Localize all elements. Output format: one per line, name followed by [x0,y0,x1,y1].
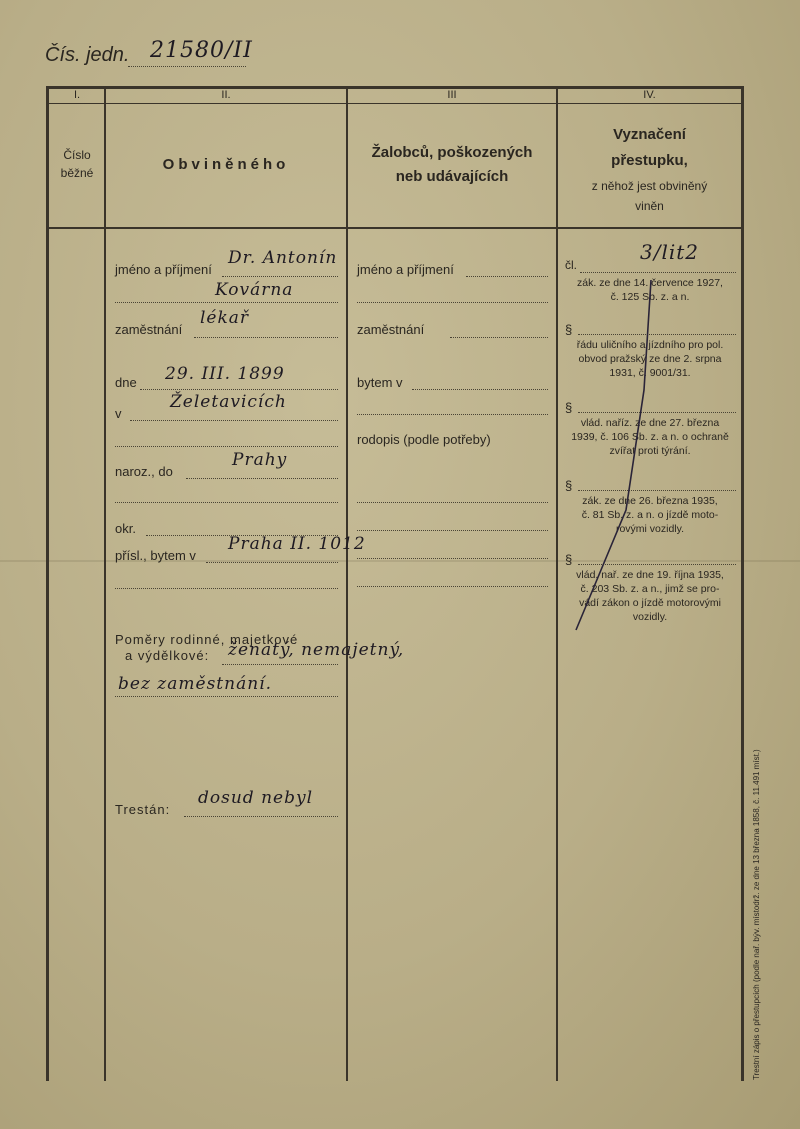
accused-date-label: dne [115,375,137,390]
offence-section-2: § [565,322,573,337]
offence-law-4-line-3: rovými vozidly. [615,523,685,535]
accused-district-label: okr. [115,521,136,536]
header-bottom-line [46,227,744,229]
column-title-3-line1: Žalobců, poškozených [371,144,533,161]
column-subtitle-4-line2: viněn [635,199,664,213]
column-number-4: IV. [643,89,656,101]
accused-date-value: 29. III. 1899 [165,364,285,384]
column-title-1-line2: běžné [60,166,94,180]
accused-name-label: jméno a příjmení [115,262,212,277]
plaintiff-name-label: jméno a příjmení [357,262,454,277]
column-title-4-line1: Vyznačení [613,126,686,143]
column-divider-1 [104,86,106,1081]
accused-punished-line [184,816,338,817]
accused-surname-value: Kovárna [215,280,294,300]
offence-law-3-line-1: vlád. naříz. ze dne 27. března [580,417,720,429]
column-number-3: III [447,89,457,101]
offence-section-5: § [565,552,573,567]
accused-conditions-line-1 [222,664,338,665]
reference-number: 21580/II [150,38,253,63]
form-footer-vertical: Trestní zápis o přestupcích (podle nař. býv. místodrž. ze dne 13 března 1858, č. 11.491 míst.) [752,749,761,1080]
accused-occupation-value: lékař [200,308,250,328]
offence-law-5-line-4: vozidly. [632,611,668,623]
offence-law-5-line-2: č. 203 Sb. z. a n., jimž se pro- [580,583,720,595]
accused-occupation-line [194,337,338,338]
accused-surname-line [115,302,338,303]
accused-extra-line [115,446,338,447]
column-title-1-line1: Číslo [63,148,91,162]
accused-belong-extra-line [115,588,338,589]
accused-in-line [130,420,338,421]
pen-strike-stroke [556,270,746,650]
accused-name-value: Dr. Antonín [228,248,338,268]
accused-conditions-value-1: ženatý, nemajetný, [228,640,405,660]
offence-law-1-line-1: zák. ze dne 14. července 1927, [577,277,723,289]
accused-in-label: v [115,406,122,421]
accused-in-value: Želetavicích [170,392,287,412]
plaintiff-bio-line-2 [357,530,548,531]
reference-underline [128,66,246,67]
offence-article-label: čl. [565,258,577,272]
accused-date-line [140,389,338,390]
offence-law-4-line-1: zák. ze dne 26. března 1935, [582,495,718,507]
offence-article-value: 3/lit2 [640,240,700,264]
offence-section-3: § [565,400,573,415]
accused-born-label: naroz., do [115,464,173,479]
accused-conditions-label-2: a výdělkové: [125,648,210,663]
plaintiff-residence-line [412,389,548,390]
plaintiff-bio-line-4 [357,586,548,587]
accused-belong-value: Praha II. 1012 [228,534,366,554]
offence-law-4-line-2: č. 81 Sb. z. a n. o jízdě moto- [581,509,719,521]
accused-name-line [222,276,338,277]
accused-conditions-line-2 [115,696,338,697]
offence-law-3-line-2: 1939, č. 106 Sb. z. a n. o ochraně [571,431,729,443]
offence-law-5-line-3: vádí zákon o jízdě motorovými [579,597,721,609]
offence-law-2-line-3: 1931, č. 9001/31. [609,367,691,379]
accused-occupation-label: zaměstnání [115,322,183,337]
reference-label: Čís. jedn. [45,44,130,66]
plaintiff-name-line-2 [357,302,548,303]
offence-law-3-line-3: zvířat proti týrání. [609,445,691,457]
column-divider-2 [346,86,348,1081]
column-title-2: Obviněného [162,156,290,173]
table-left-border [46,86,49,1081]
accused-conditions-label-1: Poměry rodinné, majetkové [115,632,299,647]
offence-section-4: § [565,478,573,493]
accused-belong-label: přísl., bytem v [115,548,196,563]
accused-belong-line [206,562,338,563]
accused-born-extra-line [115,502,338,503]
column-title-4-line2: přestupku, [611,152,688,169]
offence-law-5-line-1: vlád. nař. ze dne 19. října 1935, [576,569,724,581]
plaintiff-bio-line-1 [357,502,548,503]
header-number-row-line [46,103,744,104]
plaintiff-occupation-line [450,337,548,338]
column-number-2: II. [221,89,231,101]
column-number-1: I. [73,89,81,101]
accused-born-value: Prahy [232,450,288,470]
offence-law-2-line-2: obvod pražský ze dne 2. srpna [578,353,722,365]
accused-punished-label: Trestán: [115,802,171,817]
plaintiff-bio-line-3 [357,558,548,559]
plaintiff-residence-label: bytem v [357,375,403,390]
column-subtitle-4-line1: z něhož jest obviněný [591,179,708,193]
accused-conditions-value-2: bez zaměstnání. [118,674,273,694]
plaintiff-residence-line-2 [357,414,548,415]
accused-punished-value: dosud nebyl [198,788,314,808]
offence-law-1-line-2: č. 125 Sb. z. a n. [610,291,690,303]
accused-born-line [186,478,338,479]
column-title-3-line2: neb udávajících [395,168,509,185]
plaintiff-bio-label: rodopis (podle potřeby) [357,432,491,447]
plaintiff-name-line [466,276,548,277]
offence-law-2-line-1: řádu uličního a jízdního pro pol. [576,339,724,351]
plaintiff-occupation-label: zaměstnání [357,322,425,337]
